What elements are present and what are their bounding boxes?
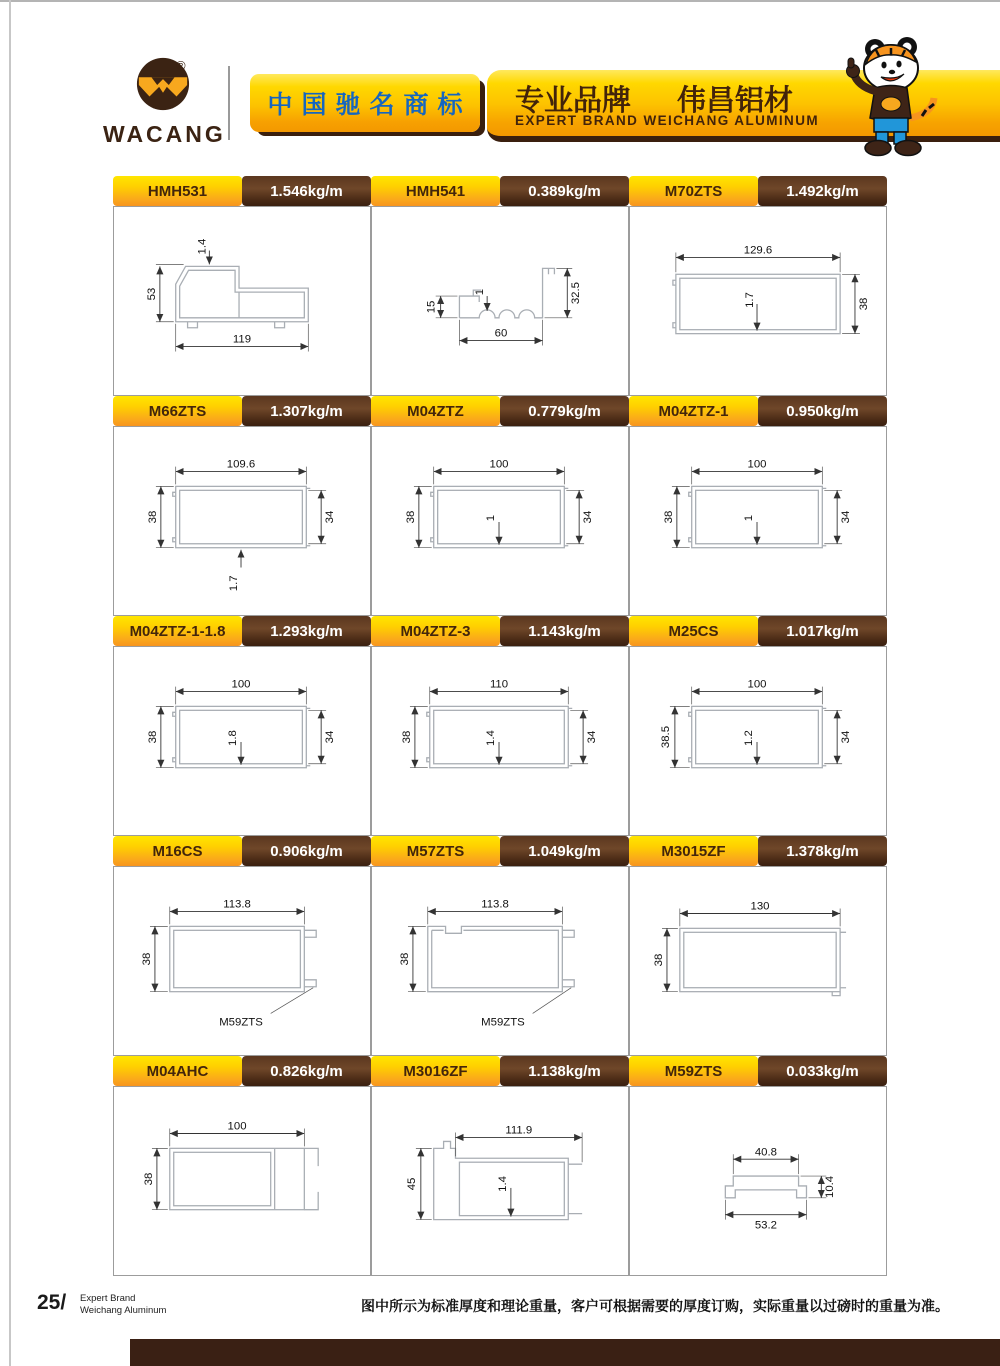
svg-text:40.8: 40.8 (754, 1146, 777, 1159)
wacang-logo (103, 56, 226, 148)
svg-text:34: 34 (324, 730, 337, 744)
svg-text:34: 34 (324, 510, 337, 524)
profile-drawing (113, 206, 371, 396)
profile-cell-m57zts (371, 836, 629, 1056)
weight-badge: 0.033kg/m (758, 1056, 887, 1086)
svg-text:119: 119 (232, 333, 252, 346)
model-badge: M57ZTS (371, 836, 500, 866)
svg-text:38: 38 (653, 953, 666, 967)
svg-text:38: 38 (146, 510, 159, 524)
profile-cell-m59zts (629, 1056, 887, 1276)
model-badge: M04ZTZ (371, 396, 500, 426)
model-badge: M04ZTZ-1 (629, 396, 758, 426)
svg-text:100: 100 (231, 678, 251, 691)
profile-section-drawing (372, 647, 628, 835)
model-badge: M3015ZF (629, 836, 758, 866)
svg-text:1.4: 1.4 (496, 1176, 509, 1192)
page-left-border (9, 0, 11, 1366)
weight-badge: 0.389kg/m (500, 176, 629, 206)
model-badge: M70ZTS (629, 176, 758, 206)
svg-text:111.9: 111.9 (505, 1124, 533, 1137)
svg-text:38: 38 (857, 297, 870, 311)
svg-text:1.7: 1.7 (228, 575, 241, 592)
brand-slogan-cn: 专业品牌 伟昌铝材 (515, 85, 794, 117)
svg-text:130: 130 (750, 900, 770, 913)
weight-badge: 1.293kg/m (242, 616, 371, 646)
model-badge: HMH531 (113, 176, 242, 206)
weight-badge: 0.779kg/m (500, 396, 629, 426)
svg-text:129.6: 129.6 (743, 244, 773, 257)
page-top-border (0, 0, 1000, 2)
model-badge: M3016ZF (371, 1056, 500, 1086)
profile-cell-m04ztz-3 (371, 616, 629, 836)
svg-text:110: 110 (489, 678, 509, 691)
model-badge: M04ZTZ-1-1.8 (113, 616, 242, 646)
profile-cell-m04ahc (113, 1056, 371, 1276)
svg-text:1.7: 1.7 (744, 292, 757, 308)
profile-section-drawing (114, 867, 370, 1055)
svg-text:34: 34 (840, 510, 853, 524)
weight-badge: 0.826kg/m (242, 1056, 371, 1086)
svg-text:38: 38 (400, 730, 413, 744)
weight-badge: 1.138kg/m (500, 1056, 629, 1086)
svg-text:100: 100 (227, 1120, 247, 1133)
svg-text:60: 60 (494, 327, 508, 340)
svg-text:1.4: 1.4 (485, 730, 498, 746)
profile-drawing (371, 866, 629, 1056)
profile-cell-m3016zf (371, 1056, 629, 1276)
profile-section-drawing (114, 1087, 370, 1275)
profile-section-drawing (630, 647, 886, 835)
weight-badge: 0.906kg/m (242, 836, 371, 866)
profile-drawing (371, 206, 629, 396)
header-divider (228, 66, 230, 140)
svg-text:10.4: 10.4 (824, 1175, 837, 1198)
weight-badge: 1.378kg/m (758, 836, 887, 866)
profile-section-drawing (372, 427, 628, 615)
svg-text:38: 38 (404, 510, 417, 524)
profile-drawing (629, 426, 887, 616)
brand-slogan-en: EXPERT BRAND WEICHANG ALUMINUM (515, 113, 819, 128)
profile-drawing (113, 866, 371, 1056)
profile-drawing (629, 1086, 887, 1276)
profile-section-drawing (630, 1087, 886, 1275)
profile-section-drawing (630, 867, 886, 1055)
weight-badge: 1.049kg/m (500, 836, 629, 866)
profile-section-drawing (372, 867, 628, 1055)
profile-section-drawing (630, 427, 886, 615)
svg-text:1: 1 (485, 514, 498, 522)
svg-text:53: 53 (145, 287, 158, 301)
footer-brand: Expert Brand Weichang Aluminum (80, 1293, 167, 1316)
profile-drawing (371, 646, 629, 836)
weight-badge: 1.492kg/m (758, 176, 887, 206)
tiger-mascot-icon (842, 36, 948, 158)
footer-bottom-bar (130, 1339, 1000, 1366)
profile-drawing (371, 426, 629, 616)
svg-text:1: 1 (743, 514, 756, 522)
famous-trademark-text: 中国驰名商标 (267, 91, 472, 119)
page-number: 25/ (37, 1291, 67, 1314)
profile-drawing (113, 426, 371, 616)
svg-text:100: 100 (489, 458, 509, 471)
weight-badge: 1.307kg/m (242, 396, 371, 426)
model-badge: M04ZTZ-3 (371, 616, 500, 646)
profile-drawing (629, 206, 887, 396)
profile-cell-m3015zf (629, 836, 887, 1056)
svg-text:1.4: 1.4 (196, 238, 209, 255)
profile-cell-m70zts (629, 176, 887, 396)
svg-text:1.2: 1.2 (743, 730, 756, 746)
svg-text:45: 45 (405, 1177, 418, 1191)
svg-text:38: 38 (140, 952, 153, 966)
model-badge: M16CS (113, 836, 242, 866)
svg-text:109.6: 109.6 (226, 458, 256, 471)
profile-cell-m04ztz (371, 396, 629, 616)
svg-text:34: 34 (840, 730, 853, 744)
profile-cell-m04ztz-1 (629, 396, 887, 616)
famous-trademark-badge (250, 74, 480, 132)
profile-drawing (629, 646, 887, 836)
profile-section-drawing (372, 1087, 628, 1275)
model-badge: M66ZTS (113, 396, 242, 426)
profile-cell-hmh531 (113, 176, 371, 396)
profile-cell-m16cs (113, 836, 371, 1056)
model-badge: HMH541 (371, 176, 500, 206)
svg-text:1.8: 1.8 (227, 730, 240, 746)
weight-badge: 1.546kg/m (242, 176, 371, 206)
weight-badge: 1.143kg/m (500, 616, 629, 646)
svg-text:100: 100 (747, 458, 767, 471)
logo-wordmark: WACANG (103, 121, 226, 147)
svg-text:M59ZTS: M59ZTS (481, 1016, 525, 1029)
svg-text:38: 38 (146, 730, 159, 744)
profile-drawing (113, 646, 371, 836)
svg-text:15: 15 (425, 300, 438, 314)
svg-text:34: 34 (585, 730, 598, 744)
svg-text:32.5: 32.5 (570, 282, 583, 305)
weight-badge: 0.950kg/m (758, 396, 887, 426)
profile-drawing (113, 1086, 371, 1276)
profile-section-drawing (114, 427, 370, 615)
svg-text:100: 100 (747, 678, 767, 691)
profile-section-drawing (114, 647, 370, 835)
profile-section-drawing (114, 207, 370, 395)
model-badge: M04AHC (113, 1056, 242, 1086)
model-badge: M25CS (629, 616, 758, 646)
profile-drawing (371, 1086, 629, 1276)
profile-drawing (629, 866, 887, 1056)
profile-cell-m04ztz-1-18 (113, 616, 371, 836)
svg-text:113.8: 113.8 (223, 898, 251, 911)
svg-text:38.5: 38.5 (659, 725, 672, 749)
svg-text:1: 1 (474, 288, 487, 296)
svg-text:34: 34 (582, 510, 595, 524)
profile-section-drawing (372, 207, 628, 395)
profile-cell-m25cs (629, 616, 887, 836)
weight-badge: 1.017kg/m (758, 616, 887, 646)
profile-grid (113, 176, 887, 1276)
svg-text:38: 38 (398, 952, 411, 966)
svg-text:M59ZTS: M59ZTS (219, 1016, 263, 1029)
footer-note: 图中所示为标准厚度和理论重量，客户可根据需要的厚度订购，实际重量以过磅时的重量为准。 (361, 1298, 949, 1314)
svg-text:53.2: 53.2 (754, 1219, 777, 1232)
svg-text:38: 38 (662, 510, 675, 524)
profile-section-drawing (630, 207, 886, 395)
model-badge: M59ZTS (629, 1056, 758, 1086)
profile-cell-hmh541 (371, 176, 629, 396)
svg-text:38: 38 (142, 1172, 155, 1186)
profile-cell-m66zts (113, 396, 371, 616)
svg-text:113.8: 113.8 (481, 898, 509, 911)
registered-trademark-icon: ® (176, 58, 186, 73)
